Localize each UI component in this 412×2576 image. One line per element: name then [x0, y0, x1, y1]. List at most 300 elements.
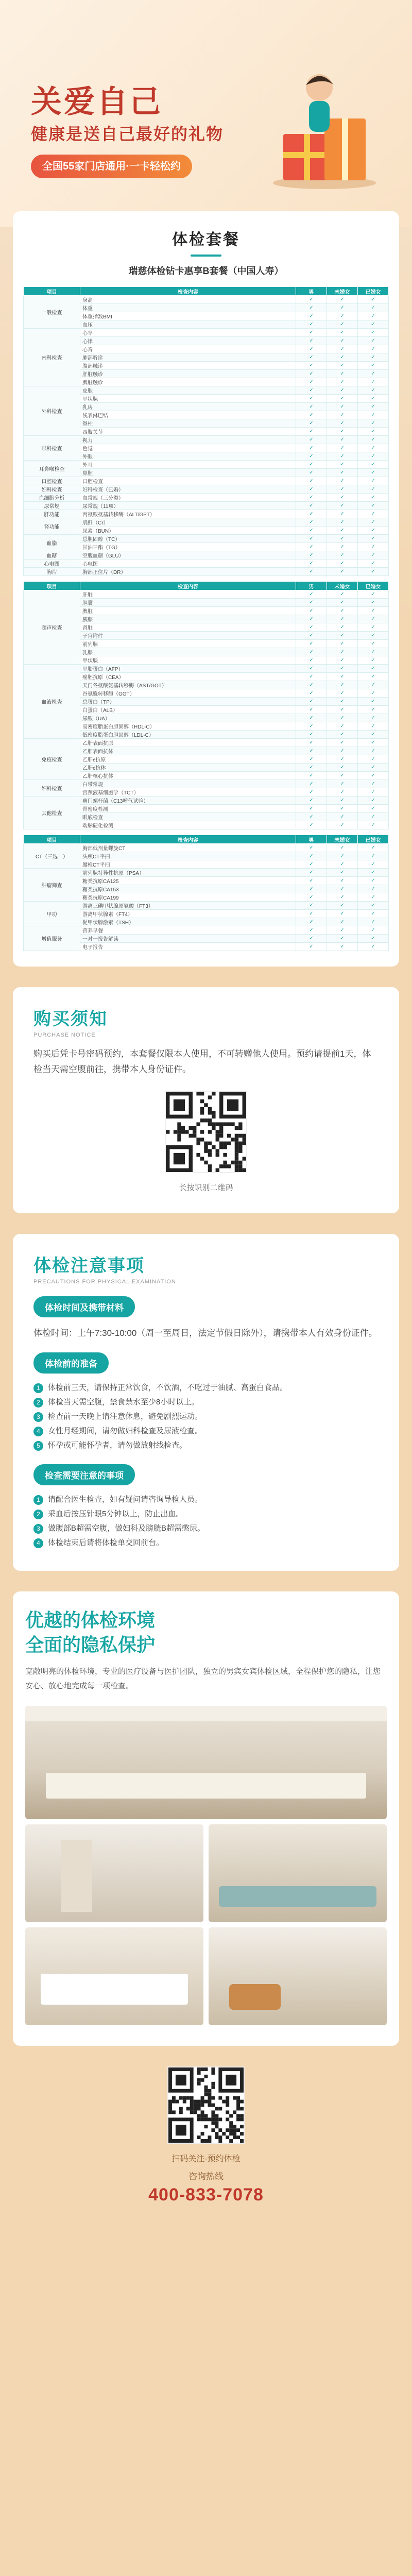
- table-item: 一对一报告解读: [80, 935, 296, 943]
- table-item: 体重: [80, 304, 296, 312]
- check-mark-icon: ✓: [358, 706, 389, 714]
- table-item: 糖类抗原CA199: [80, 893, 296, 902]
- table-item: 眼底检查: [80, 813, 296, 821]
- table-item: 甘油三酯（TG）: [80, 543, 296, 551]
- check-mark-icon: ✓: [296, 706, 327, 714]
- check-mark-icon: ✓: [358, 502, 389, 510]
- table-category: 妇科检查: [24, 780, 80, 796]
- check-mark-icon: ✓: [296, 926, 327, 935]
- check-mark-icon: ✓: [296, 902, 327, 910]
- precautions-card: [13, 1234, 399, 1571]
- check-mark-icon: ✓: [327, 329, 358, 337]
- check-mark-icon: ✓: [358, 345, 389, 353]
- table-item: 口腔检查: [80, 477, 296, 485]
- check-mark-icon: ✓: [358, 337, 389, 345]
- check-mark-icon: ✓: [296, 764, 327, 772]
- table-item: 营养早餐: [80, 926, 296, 935]
- table-item: 心电图: [80, 560, 296, 568]
- table-item: 胆囊: [80, 599, 296, 607]
- table-item: 乙肝核心抗体: [80, 772, 296, 780]
- table-header: 男: [296, 835, 327, 844]
- check-mark-icon: ✓: [296, 689, 327, 698]
- precautions-en: PRECAUTIONS FOR PHYSICAL EXAMINATION: [33, 1279, 176, 1285]
- check-mark-icon: ✓: [296, 731, 327, 739]
- check-mark-icon: ✓: [358, 419, 389, 428]
- table-row: [24, 296, 389, 304]
- list-text: 检查前一天晚上请注意休息，避免剧烈运动。: [48, 1412, 203, 1421]
- env-text: 宽敞明亮的体检环境，专业的医疗设备与医护团队，独立的男宾女宾体检区域，全程保护您的隐私，让您安心、放心地完成每一项检查。: [25, 1667, 381, 1690]
- check-mark-icon: ✓: [327, 527, 358, 535]
- check-mark-icon: ✓: [296, 747, 327, 755]
- check-mark-icon: ✓: [327, 623, 358, 632]
- check-mark-icon: ✓: [296, 714, 327, 722]
- table-row: [24, 590, 389, 599]
- table-item: 乙肝e抗原: [80, 755, 296, 764]
- table-category: 肾功能: [24, 518, 80, 535]
- table-category: 其他检查: [24, 796, 80, 829]
- table-item: 总蛋白（TP）: [80, 698, 296, 706]
- list-text: 体检前三天，请保持正常饮食，不饮酒，不吃过于油腻、高蛋白食品。: [48, 1383, 288, 1392]
- check-mark-icon: ✓: [358, 926, 389, 935]
- check-mark-icon: ✓: [327, 345, 358, 353]
- check-mark-icon: ✓: [327, 353, 358, 362]
- table-item: 色觉: [80, 444, 296, 452]
- package-subtitle: 瑞慈体检钻卡惠享B套餐（中国人寿）: [128, 266, 284, 276]
- check-mark-icon: ✓: [296, 411, 327, 419]
- check-mark-icon: ✓: [358, 353, 389, 362]
- table-row: [24, 518, 389, 527]
- table-item: 游离甲状腺素（FT4）: [80, 910, 296, 918]
- check-mark-icon: ✓: [327, 518, 358, 527]
- check-mark-icon: ✓: [327, 551, 358, 560]
- check-mark-icon: ✓: [327, 714, 358, 722]
- check-mark-icon: ✓: [327, 893, 358, 902]
- check-mark-icon: ✓: [327, 599, 358, 607]
- table-row: [24, 386, 389, 395]
- table-row: [24, 739, 389, 747]
- table-category: CT（三选一）: [24, 844, 80, 869]
- check-mark-icon: ✓: [327, 607, 358, 615]
- list-item: [33, 1395, 379, 1410]
- table-category: 妇科检查: [24, 485, 80, 494]
- table-item: 肝脏: [80, 590, 296, 599]
- check-mark-icon: ✓: [327, 370, 358, 378]
- table-header: 已婚女: [358, 835, 389, 844]
- check-mark-icon: ✓: [327, 885, 358, 893]
- table-item: 体重指数BMI: [80, 312, 296, 320]
- environment-card: [13, 1591, 399, 2046]
- check-mark-icon: ✓: [296, 698, 327, 706]
- table-item: 头颅CT平扫: [80, 852, 296, 860]
- check-mark-icon: ✓: [358, 764, 389, 772]
- env-photo-desk: [25, 1927, 203, 2025]
- table-header: 未婚女: [327, 582, 358, 590]
- check-mark-icon: ✓: [327, 706, 358, 714]
- check-mark-icon: ✓: [327, 640, 358, 648]
- check-mark-icon: ✓: [327, 386, 358, 395]
- check-mark-icon: ✓: [296, 607, 327, 615]
- table-item: 胸部低剂量螺旋CT: [80, 844, 296, 852]
- check-mark-icon: ✓: [358, 813, 389, 821]
- check-mark-icon: ✓: [296, 461, 327, 469]
- check-mark-icon: ✓: [327, 444, 358, 452]
- check-mark-icon: ✓: [358, 860, 389, 869]
- list-item: [33, 1507, 379, 1521]
- check-mark-icon: ✓: [358, 403, 389, 411]
- footer-caption: 扫码关注·预约体检: [171, 2155, 241, 2163]
- precautions-heading: [33, 1251, 379, 1277]
- check-mark-icon: ✓: [327, 673, 358, 681]
- check-mark-icon: ✓: [327, 436, 358, 444]
- table-item: 皮肤: [80, 386, 296, 395]
- table-item: 肌酐（Cr）: [80, 518, 296, 527]
- check-mark-icon: ✓: [296, 469, 327, 477]
- check-mark-icon: ✓: [327, 632, 358, 640]
- table-row: [24, 869, 389, 877]
- check-mark-icon: ✓: [296, 935, 327, 943]
- check-mark-icon: ✓: [358, 370, 389, 378]
- table-item: 空腹血糖（GLU）: [80, 551, 296, 560]
- table-item: 甲状腺: [80, 395, 296, 403]
- check-mark-icon: ✓: [358, 739, 389, 747]
- list-item: [33, 1536, 379, 1550]
- table-item: 宫颈液基细胞学（TCT）: [80, 788, 296, 796]
- check-mark-icon: ✓: [296, 623, 327, 632]
- table-item: 尿常规（11项）: [80, 502, 296, 510]
- table-category: 增值服务: [24, 926, 80, 951]
- check-mark-icon: ✓: [296, 362, 327, 370]
- purchase-title: 购买须知: [33, 1009, 108, 1029]
- env-photo-room: [209, 1927, 387, 2025]
- check-mark-icon: ✓: [358, 755, 389, 764]
- check-mark-icon: ✓: [296, 337, 327, 345]
- env-photo-corridor: [25, 1824, 203, 1922]
- check-mark-icon: ✓: [327, 485, 358, 494]
- check-mark-icon: ✓: [358, 386, 389, 395]
- check-mark-icon: ✓: [358, 461, 389, 469]
- check-mark-icon: ✓: [296, 739, 327, 747]
- table-item: 乳房: [80, 403, 296, 411]
- check-mark-icon: ✓: [358, 510, 389, 518]
- check-mark-icon: ✓: [327, 755, 358, 764]
- table-item: 心率: [80, 329, 296, 337]
- table-item: 脾脏触诊: [80, 378, 296, 386]
- check-mark-icon: ✓: [327, 568, 358, 576]
- check-mark-icon: ✓: [296, 656, 327, 665]
- table-category: 血脂: [24, 535, 80, 551]
- table-header: 项目: [24, 582, 80, 590]
- list-number: 2: [33, 1398, 43, 1408]
- table-item: 幽门螺杆菌（C13呼气试验）: [80, 796, 296, 805]
- check-mark-icon: ✓: [358, 788, 389, 796]
- table-header: 男: [296, 287, 327, 296]
- check-mark-icon: ✓: [296, 518, 327, 527]
- list-item: [33, 1424, 379, 1438]
- check-mark-icon: ✓: [327, 560, 358, 568]
- check-mark-icon: ✓: [296, 345, 327, 353]
- table-row: [24, 568, 389, 576]
- table-row: [24, 510, 389, 518]
- table-item: 腰椎CT平扫: [80, 860, 296, 869]
- check-mark-icon: ✓: [358, 590, 389, 599]
- check-mark-icon: ✓: [358, 428, 389, 436]
- check-mark-icon: ✓: [296, 632, 327, 640]
- check-mark-icon: ✓: [296, 615, 327, 623]
- check-mark-icon: ✓: [296, 893, 327, 902]
- check-mark-icon: ✓: [358, 296, 389, 304]
- list-item: [33, 1493, 379, 1507]
- check-mark-icon: ✓: [296, 370, 327, 378]
- check-mark-icon: ✓: [358, 780, 389, 788]
- table-category: 耳鼻喉检查: [24, 461, 80, 477]
- check-mark-icon: ✓: [296, 568, 327, 576]
- check-mark-icon: ✓: [296, 444, 327, 452]
- check-mark-icon: ✓: [327, 852, 358, 860]
- table-item: 乙肝表面抗体: [80, 747, 296, 755]
- check-mark-icon: ✓: [358, 535, 389, 543]
- package-card: [13, 211, 399, 967]
- check-mark-icon: ✓: [358, 869, 389, 877]
- check-mark-icon: ✓: [358, 527, 389, 535]
- table-item: 妇科检查（已婚）: [80, 485, 296, 494]
- check-mark-icon: ✓: [327, 428, 358, 436]
- table-row: [24, 494, 389, 502]
- table-item: 甲胎蛋白（AFP）: [80, 665, 296, 673]
- check-mark-icon: ✓: [327, 877, 358, 885]
- table-header: 已婚女: [358, 582, 389, 590]
- table-category: 心电图: [24, 560, 80, 568]
- table-item: 胰腺: [80, 615, 296, 623]
- list-text: 怀孕或可能怀孕者，请勿做放射线检查。: [48, 1441, 187, 1450]
- table-item: 骨密度检测: [80, 805, 296, 813]
- table-category: 口腔检查: [24, 477, 80, 485]
- table-item: 总胆固醇（TC）: [80, 535, 296, 543]
- list-number: 4: [33, 1427, 43, 1436]
- check-mark-icon: ✓: [358, 689, 389, 698]
- check-mark-icon: ✓: [296, 788, 327, 796]
- table-item: 电子报告: [80, 943, 296, 951]
- check-mark-icon: ✓: [327, 615, 358, 623]
- check-mark-icon: ✓: [296, 378, 327, 386]
- list-text: 体检当天需空腹，禁食禁水至少8小时以上。: [48, 1398, 199, 1406]
- check-mark-icon: ✓: [327, 403, 358, 411]
- check-mark-icon: ✓: [296, 780, 327, 788]
- check-mark-icon: ✓: [327, 477, 358, 485]
- footer-qr-code-icon[interactable]: [167, 2066, 245, 2144]
- table-category: 血糖: [24, 551, 80, 560]
- table-header: 检查内容: [80, 287, 296, 296]
- purchase-qr: [33, 1091, 379, 1193]
- check-mark-icon: ✓: [327, 869, 358, 877]
- env-photo-lobby: [25, 1706, 387, 1819]
- check-mark-icon: ✓: [358, 665, 389, 673]
- table-header: 检查内容: [80, 582, 296, 590]
- check-mark-icon: ✓: [296, 353, 327, 362]
- check-mark-icon: ✓: [327, 681, 358, 689]
- list-item: [33, 1410, 379, 1424]
- check-mark-icon: ✓: [327, 943, 358, 951]
- table-row: [24, 796, 389, 805]
- table-row: [24, 502, 389, 510]
- env-photo-waiting: [209, 1824, 387, 1922]
- table-row: [24, 665, 389, 673]
- footer: [0, 2046, 412, 2236]
- table-item: 游离三碘甲状腺原氨酸（FT3）: [80, 902, 296, 910]
- check-mark-icon: ✓: [296, 494, 327, 502]
- check-mark-icon: ✓: [358, 852, 389, 860]
- table-item: 高密度脂蛋白胆固醇（HDL-C）: [80, 722, 296, 731]
- check-mark-icon: ✓: [296, 296, 327, 304]
- table-item: 肾脏: [80, 623, 296, 632]
- time-text: 体检时间：上午7:30-10:00（周一至周日，法定节假日除外），请携带本人有效身份证件。: [33, 1328, 377, 1338]
- table-item: 糖类抗原CA125: [80, 877, 296, 885]
- table-row: [24, 560, 389, 568]
- table-category: 眼科检查: [24, 436, 80, 461]
- check-mark-icon: ✓: [296, 477, 327, 485]
- preparation-list: [33, 1381, 379, 1453]
- table-item: 心律: [80, 337, 296, 345]
- check-mark-icon: ✓: [327, 656, 358, 665]
- check-mark-icon: ✓: [296, 648, 327, 656]
- check-mark-icon: ✓: [296, 910, 327, 918]
- check-mark-icon: ✓: [358, 731, 389, 739]
- check-mark-icon: ✓: [358, 918, 389, 926]
- check-mark-icon: ✓: [296, 805, 327, 813]
- table-item: 视力: [80, 436, 296, 444]
- table-category: 尿常规: [24, 502, 80, 510]
- tag-time-materials: 体检时间及携带材料: [33, 1296, 135, 1317]
- check-mark-icon: ✓: [327, 918, 358, 926]
- table-category: 免疫检查: [24, 739, 80, 780]
- check-mark-icon: ✓: [296, 312, 327, 320]
- table-row: [24, 461, 389, 469]
- check-mark-icon: ✓: [358, 681, 389, 689]
- check-mark-icon: ✓: [358, 714, 389, 722]
- check-mark-icon: ✓: [296, 386, 327, 395]
- check-mark-icon: ✓: [358, 599, 389, 607]
- check-mark-icon: ✓: [296, 755, 327, 764]
- list-text: 做腹部B超需空腹，做妇科及膀胱B超需憋尿。: [48, 1524, 205, 1533]
- check-mark-icon: ✓: [296, 452, 327, 461]
- check-mark-icon: ✓: [327, 902, 358, 910]
- check-mark-icon: ✓: [296, 681, 327, 689]
- check-mark-icon: ✓: [296, 772, 327, 780]
- table-category: 肝功能: [24, 510, 80, 518]
- check-mark-icon: ✓: [358, 312, 389, 320]
- env-photos: [25, 1706, 387, 2025]
- table-category: 甲功: [24, 902, 80, 926]
- check-mark-icon: ✓: [296, 428, 327, 436]
- banner-pill: 全国55家门店通用·一卡轻松约: [31, 155, 192, 178]
- check-mark-icon: ✓: [327, 296, 358, 304]
- check-mark-icon: ✓: [327, 590, 358, 599]
- table-row: [24, 436, 389, 444]
- table-header: 已婚女: [358, 287, 389, 296]
- table-item: 身高: [80, 296, 296, 304]
- check-mark-icon: ✓: [327, 821, 358, 829]
- check-mark-icon: ✓: [296, 885, 327, 893]
- check-mark-icon: ✓: [296, 320, 327, 329]
- check-mark-icon: ✓: [327, 722, 358, 731]
- table-item: 肺部听诊: [80, 353, 296, 362]
- table-header: 项目: [24, 835, 80, 844]
- check-mark-icon: ✓: [296, 860, 327, 869]
- table-header: 未婚女: [327, 835, 358, 844]
- table-row: [24, 477, 389, 485]
- tag-exam-notes: 检查需要注意的事项: [33, 1464, 135, 1485]
- check-mark-icon: ✓: [358, 304, 389, 312]
- check-mark-icon: ✓: [296, 436, 327, 444]
- table-item: 浅表淋巴结: [80, 411, 296, 419]
- check-mark-icon: ✓: [327, 772, 358, 780]
- table-category: 内科检查: [24, 329, 80, 386]
- table-item: 前列腺: [80, 640, 296, 648]
- check-mark-icon: ✓: [358, 656, 389, 665]
- list-item: [33, 1438, 379, 1453]
- table-category: 血液检查: [24, 665, 80, 739]
- check-mark-icon: ✓: [327, 304, 358, 312]
- check-mark-icon: ✓: [296, 329, 327, 337]
- banner-title: 关爱自己: [31, 84, 163, 120]
- purchase-heading: [33, 1005, 379, 1030]
- table-category: 一般检查: [24, 296, 80, 329]
- check-mark-icon: ✓: [358, 747, 389, 755]
- table-item: 尿素（BUN）: [80, 527, 296, 535]
- table-row: [24, 926, 389, 935]
- check-mark-icon: ✓: [327, 411, 358, 419]
- check-mark-icon: ✓: [358, 568, 389, 576]
- footer-phone[interactable]: 400-833-7078: [148, 2185, 264, 2205]
- table-item: 鼻腔: [80, 469, 296, 477]
- check-mark-icon: ✓: [327, 312, 358, 320]
- check-mark-icon: ✓: [327, 747, 358, 755]
- check-mark-icon: ✓: [327, 461, 358, 469]
- check-mark-icon: ✓: [358, 772, 389, 780]
- table-item: 脊柱: [80, 419, 296, 428]
- env-title-2: 全面的隐私保护: [25, 1634, 156, 1655]
- check-mark-icon: ✓: [327, 910, 358, 918]
- check-mark-icon: ✓: [358, 640, 389, 648]
- table-item: 乳腺: [80, 648, 296, 656]
- check-mark-icon: ✓: [358, 444, 389, 452]
- table-item: 白带常规: [80, 780, 296, 788]
- table-header: 未婚女: [327, 287, 358, 296]
- table-item: 脾脏: [80, 607, 296, 615]
- check-mark-icon: ✓: [296, 722, 327, 731]
- qr-caption: 长按识别二维码: [179, 1183, 233, 1192]
- check-mark-icon: ✓: [358, 518, 389, 527]
- table-header: 项目: [24, 287, 80, 296]
- check-mark-icon: ✓: [296, 599, 327, 607]
- table-category: 血细胞分析: [24, 494, 80, 502]
- list-text: 体检结束后请将体检单交回前台。: [48, 1538, 164, 1547]
- table-category: 肿瘤筛查: [24, 869, 80, 902]
- check-mark-icon: ✓: [327, 926, 358, 935]
- check-mark-icon: ✓: [358, 821, 389, 829]
- check-mark-icon: ✓: [296, 395, 327, 403]
- qr-code-icon[interactable]: [165, 1091, 247, 1173]
- table-item: 动脉硬化检测: [80, 821, 296, 829]
- table-row: [24, 535, 389, 543]
- check-mark-icon: ✓: [296, 869, 327, 877]
- check-mark-icon: ✓: [358, 607, 389, 615]
- check-mark-icon: ✓: [327, 535, 358, 543]
- check-mark-icon: ✓: [327, 731, 358, 739]
- check-mark-icon: ✓: [327, 764, 358, 772]
- check-mark-icon: ✓: [327, 395, 358, 403]
- check-mark-icon: ✓: [327, 860, 358, 869]
- check-mark-icon: ✓: [296, 673, 327, 681]
